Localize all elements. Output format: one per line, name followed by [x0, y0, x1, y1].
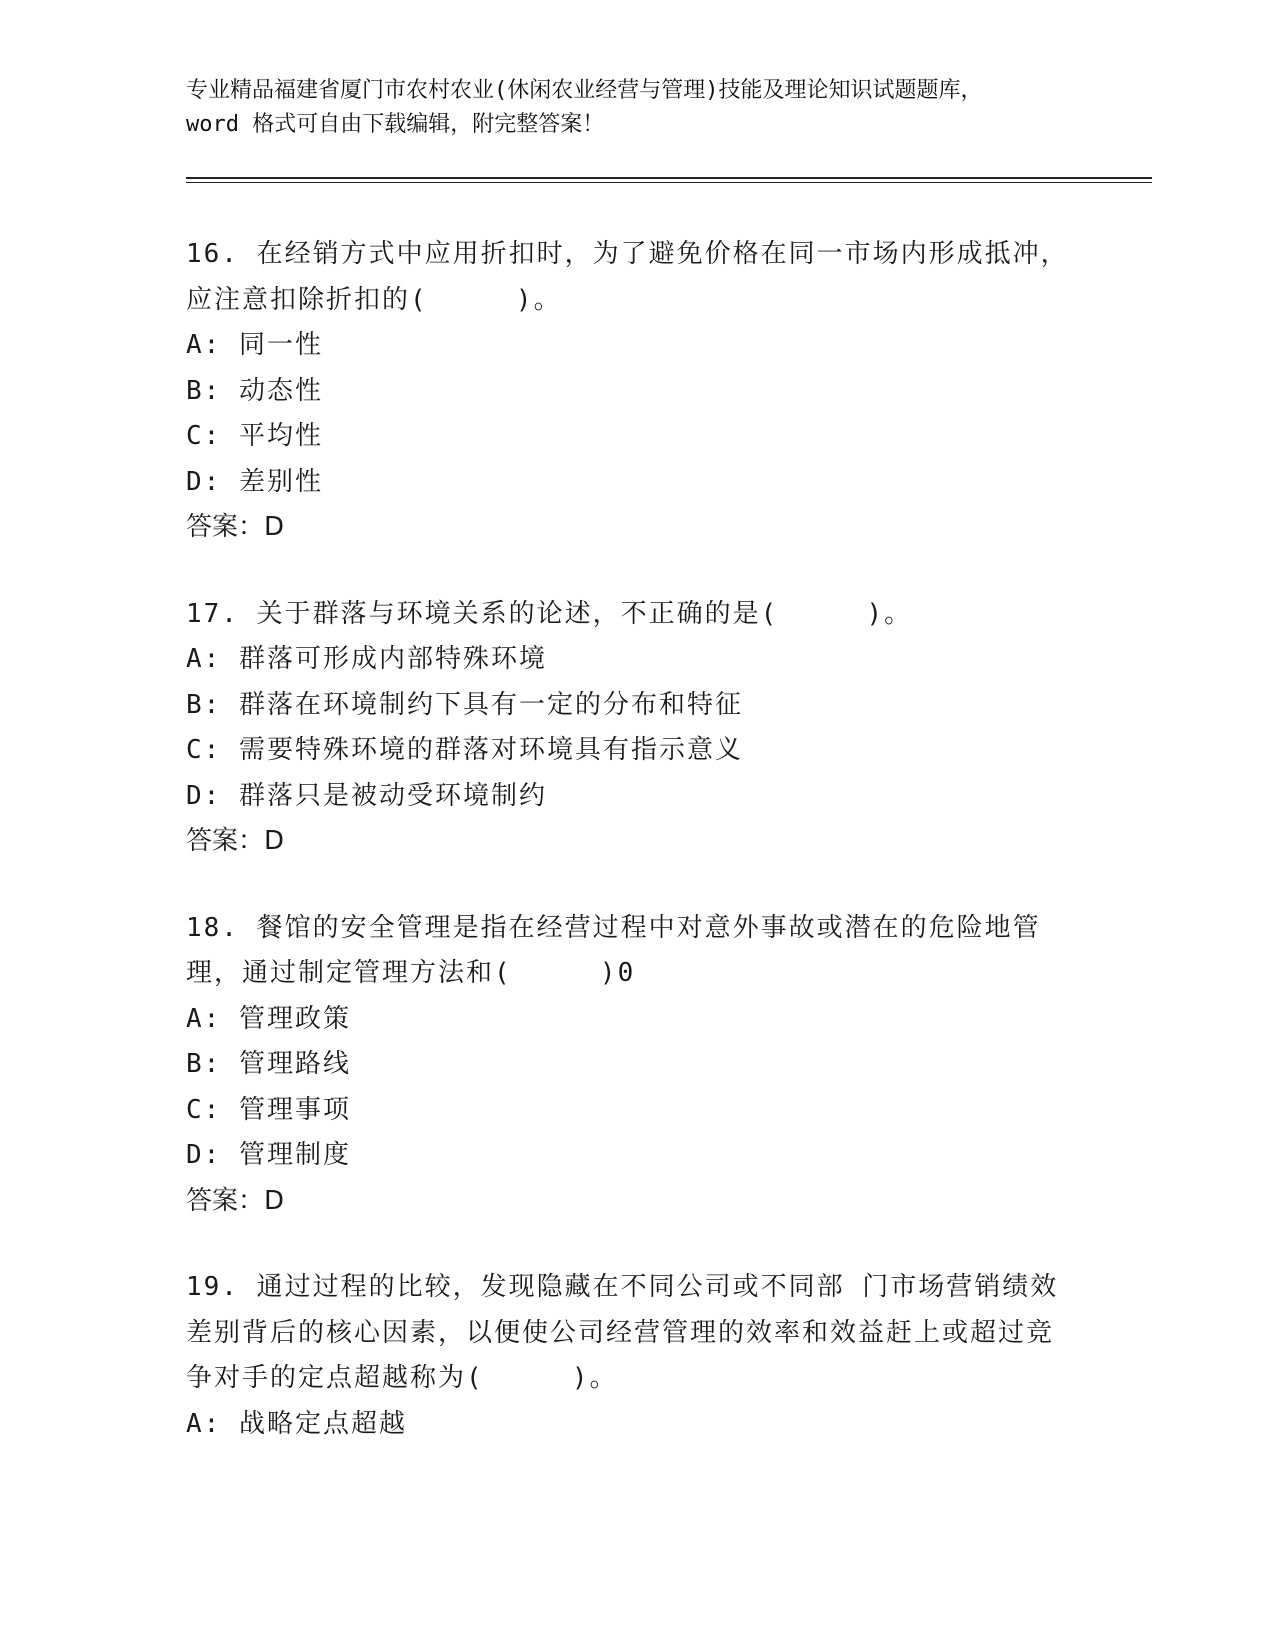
answer-option: A: 战略定点超越	[186, 1408, 407, 1439]
answer-key: 答案：D	[186, 1185, 285, 1216]
question-19	[186, 1265, 1086, 1447]
answer-option: C: 管理事项	[186, 1094, 351, 1125]
question-text-line: 理，通过制定管理方法和( )0	[186, 958, 636, 988]
answer-option: A: 管理政策	[186, 1003, 351, 1034]
question-text-line: 17. 关于群落与环境关系的论述，不正确的是( )。	[186, 598, 913, 629]
answer-option: D: 管理制度	[186, 1140, 351, 1170]
question-text-line: 18. 餐馆的安全管理是指在经营过程中对意外事故或潜在的危险地管	[186, 912, 1041, 943]
question-text-line: 应注意扣除折扣的( )。	[186, 284, 562, 315]
answer-option: A: 同一性	[186, 330, 323, 360]
question-18	[186, 906, 1086, 1225]
answer-option: B: 群落在环境制约下具有一定的分布和特征	[186, 689, 743, 720]
answer-option: B: 动态性	[186, 375, 323, 406]
header-title-line-1: 专业精品福建省厦门市农村农业(休闲农业经营与管理)技能及理论知识试题题库，	[186, 78, 983, 103]
header-rule-thin	[186, 182, 1152, 183]
question-text-line: 争对手的定点超越称为( )。	[186, 1363, 618, 1393]
question-text-line: 19. 通过过程的比较，发现隐藏在不同公司或不同部 门市场营销绩效	[186, 1272, 1059, 1302]
answer-option: C: 平均性	[186, 421, 323, 451]
question-text-line: 16. 在经销方式中应用折扣时，为了避免价格在同一市场内形成抵冲，	[186, 239, 1069, 269]
answer-option: B: 管理路线	[186, 1049, 351, 1079]
question-text-line: 差别背后的核心因素，以便使公司经营管理的效率和效益赶上或超过竞	[186, 1317, 1055, 1348]
question-17	[186, 592, 1086, 865]
header-title-line-2: word 格式可自由下载编辑，附完整答案！	[186, 112, 605, 137]
document-header	[186, 74, 1086, 142]
question-16	[186, 232, 1086, 551]
answer-option: C: 需要特殊环境的群落对环境具有指示意义	[186, 735, 743, 765]
answer-key: 答案：D	[186, 826, 285, 856]
answer-option: A: 群落可形成内部特殊环境	[186, 644, 547, 674]
answer-option: D: 差别性	[186, 466, 323, 497]
header-rule-thick	[186, 177, 1152, 179]
answer-key: 答案：D	[186, 512, 285, 542]
answer-option: D: 群落只是被动受环境制约	[186, 780, 547, 811]
question-list	[186, 232, 1086, 1488]
